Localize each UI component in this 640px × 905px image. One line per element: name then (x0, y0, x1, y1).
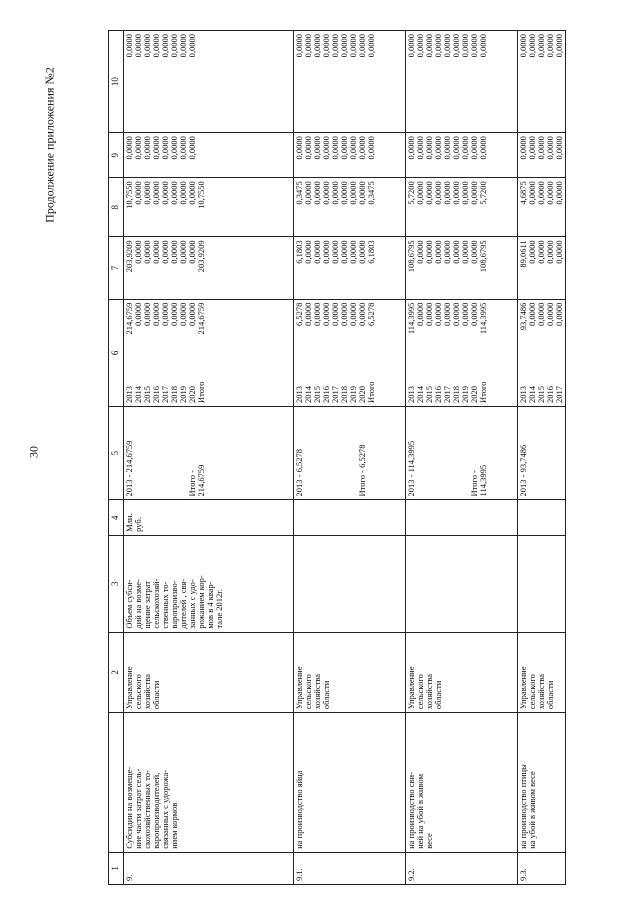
table-row (294, 31, 406, 885)
row-federal: 6,1803 0,0000 0,0000 0,0000 0,0000 0,0000 0,0000 0,0000 6,1803 (294, 237, 406, 299)
row-other: 0,0000 0,0000 0,0000 0,0000 0,0000 0,0000 0,0000 0,0000 (124, 31, 294, 133)
row-name: Субсидии на возмеще- ние части затрат сель- скохозяйственных то- варопроизводителей, связанных с удорожа- нием кормов (124, 713, 294, 853)
row-description (294, 535, 406, 632)
header-cell: 9 (109, 133, 124, 178)
row-federal: 203,9209 0,0000 0,0000 0,0000 0,0000 0,0000 0,0000 0,0000 203,9209 (124, 237, 294, 299)
row-target-values: 2013 - 6,5278 Итого - 6,5278 (294, 407, 406, 500)
header-cell: 8 (109, 178, 124, 237)
row-number: 9.1. (294, 852, 406, 884)
program-table (108, 30, 566, 885)
row-description (406, 535, 518, 632)
row-description: Объем субси- дий на возме- щение затрат сельскохозяй- ственных то- варопроизво- дителей , свя- занных с удо- рожанием кор- мов в 4 квар- тале 2012г. (124, 535, 294, 632)
row-name: на производство яйца (294, 713, 406, 853)
row-unit (294, 500, 406, 535)
header-cell: 5 (109, 407, 124, 500)
row-local: 0,0000 0,0000 0,0000 0,0000 0,0000 0,0000 0,0000 0,0000 0,0000 (294, 133, 406, 178)
header-row (109, 31, 124, 885)
row-number: 9. (124, 852, 294, 884)
row-number: 9.3. (518, 852, 566, 884)
row-executor: Управление сельского хозяйства области (124, 632, 294, 713)
table-row (406, 31, 518, 885)
row-name: на производство птицы на убой в живом весе (518, 713, 566, 853)
row-years: 2013 2014 2015 2016 2017 (518, 361, 566, 406)
row-federal: 108,6795 0,0000 0,0000 0,0000 0,0000 0,0000 0,0000 0,0000 108,6795 (406, 237, 518, 299)
header-cell: 2 (109, 632, 124, 713)
row-description (518, 535, 566, 632)
row-unit (518, 500, 566, 535)
row-local: 0,0000 0,0000 0,0000 0,0000 0,0000 0,0000 0,0000 0,0000 0,0000 (406, 133, 518, 178)
header-cell: 7 (109, 237, 124, 299)
row-total: 6,5278 0,0000 0,0000 0,0000 0,0000 0,0000 0,0000 0,0000 6,5278 (294, 299, 406, 361)
row-executor: Управление сельского хозяйства области (518, 632, 566, 713)
row-federal: 89,0611 0,0000 0,0000 0,0000 0,0000 (518, 237, 566, 299)
row-regional: 4,6875 0,0000 0,0000 0,0000 0,0000 (518, 178, 566, 237)
row-other: 0,0000 0,0000 0,0000 0,0000 0,0000 0,0000 0,0000 0,0000 0,0000 (406, 31, 518, 133)
row-target-values: 2013 - 114,3995 Итого - 114,3995 (406, 407, 518, 500)
row-number: 9.2. (406, 852, 518, 884)
page-number: 30 (26, 446, 41, 458)
header-cell: 4 (109, 500, 124, 535)
row-target-values: 2013 - 214,6759 Итого - 214,6759 (124, 407, 294, 500)
table-row (124, 31, 294, 885)
row-executor: Управление сельского хозяйства области (294, 632, 406, 713)
row-other: 0,0000 0,0000 0,0000 0,0000 0,0000 0,0000 0,0000 0,0000 0,0000 (294, 31, 406, 133)
appendix-label: Продолжение приложения №2 (42, 67, 57, 223)
header-cell: 3 (109, 535, 124, 632)
row-total: 114,3995 0,0000 0,0000 0,0000 0,0000 0,0000 0,0000 0,0000 114,3995 (406, 299, 518, 361)
row-name: на производство сви- ней на убой в живом весе (406, 713, 518, 853)
header-cell (109, 713, 124, 853)
row-regional: 10,7550 0,0000 0,0000 0,0000 0,0000 0,0000 0,0000 0,0000 10,7550 (124, 178, 294, 237)
header-cell: 10 (109, 31, 124, 133)
header-cell: 1 (109, 852, 124, 884)
row-total: 214,6759 0,0000 0,0000 0,0000 0,0000 0,0000 0,0000 0,0000 214,6759 (124, 299, 294, 361)
row-target-values: 2013 - 93,7486 (518, 407, 566, 500)
row-unit: Млн. руб. (124, 500, 294, 535)
row-regional: 0,3475 0,0000 0,0000 0,0000 0,0000 0,0000 0,0000 0,0000 0,3475 (294, 178, 406, 237)
header-cell: 6 (109, 299, 124, 406)
row-years: 2013 2014 2015 2016 2017 2018 2019 2020 Итого (406, 361, 518, 406)
rotated-table-container (108, 30, 564, 885)
row-years: 2013 2014 2015 2016 2017 2018 2019 2020 Итого (294, 361, 406, 406)
row-regional: 5,7200 0,0000 0,0000 0,0000 0,0000 0,0000 0,0000 0,0000 5,7200 (406, 178, 518, 237)
row-years: 2013 2014 2015 2016 2017 2018 2019 2020 Итого (124, 361, 294, 406)
row-other: 0,0000 0,0000 0,0000 0,0000 0,0000 (518, 31, 566, 133)
row-executor: Управление сельского хозяйства области (406, 632, 518, 713)
row-local: 0,0000 0,0000 0,0000 0,0000 0,0000 0,0000 0,0000 0,0000 (124, 133, 294, 178)
row-total: 93,7486 0,0000 0,0000 0,0000 0,0000 (518, 299, 566, 361)
row-local: 0,0000 0,0000 0,0000 0,0000 0,0000 (518, 133, 566, 178)
table-row (518, 31, 566, 885)
row-unit (406, 500, 518, 535)
